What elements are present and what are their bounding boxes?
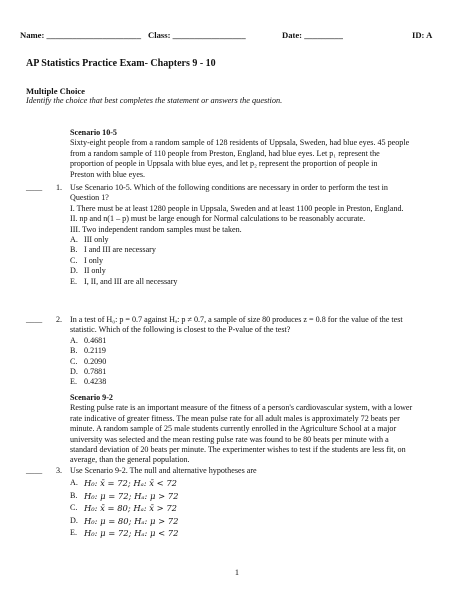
- scenario-9-2: [70, 393, 454, 466]
- question-1: [56, 183, 456, 287]
- answer-option[interactable]: B. I and III are necessary: [70, 245, 156, 255]
- answer-option[interactable]: E. 0.4238: [70, 377, 107, 387]
- scenario-line: from a random sample of 110 people from Preston, England, had blue eyes. Let p₁ represent the: [70, 148, 380, 158]
- answer-blank[interactable]: ____: [26, 183, 43, 192]
- answer-option[interactable]: A. III only: [70, 235, 109, 245]
- answer-option[interactable]: E. I, II, and III are all necessary: [70, 276, 178, 286]
- scenario-title: Scenario 10-5: [70, 128, 117, 137]
- date-field[interactable]: Date: _________: [282, 30, 343, 40]
- question-3: [56, 466, 456, 538]
- name-field[interactable]: Name: ______________________: [20, 30, 142, 40]
- section-heading: Multiple Choice: [26, 86, 85, 96]
- answer-option[interactable]: B. 0.2119: [70, 346, 106, 356]
- id-label: ID: A: [412, 30, 433, 40]
- class-field[interactable]: Class: _________________: [148, 30, 246, 40]
- answer-blank[interactable]: ____: [26, 466, 43, 475]
- answer-blank[interactable]: ____: [26, 315, 43, 324]
- scenario-line: standard deviation of 20 beats per minute. The experimenter wishes to test if the students are less fit, on: [70, 445, 406, 455]
- page-number: 1: [234, 568, 240, 577]
- scenario-10-5: [70, 128, 454, 180]
- answer-option[interactable]: E. H₀: μ = 72; Hₐ: μ < 72: [70, 528, 179, 539]
- answer-option[interactable]: A. 0.4681: [70, 335, 107, 345]
- answer-option[interactable]: C. I only: [70, 255, 104, 265]
- question-stem: Use Scenario 10-5. Which of the following conditions are necessary in order to perform the test in: [70, 183, 388, 192]
- scenario-title: Scenario 9-2: [70, 393, 113, 402]
- scenario-line: proportion of people in Uppsala with blue eyes, and let p₂ represent the proportion of people in: [70, 159, 378, 169]
- answer-option[interactable]: B. H₀: μ = 72; Hₐ: μ > 72: [70, 490, 179, 501]
- scenario-line: average, than the general population.: [70, 455, 190, 465]
- question-number: 3.: [56, 466, 63, 475]
- answer-option[interactable]: C. H₀: x̄ = 80; Hₐ: x̄ > 72: [70, 503, 178, 514]
- question-stem: Use Scenario 9-2. The null and alternative hypotheses are: [70, 466, 257, 475]
- scenario-line: Preston with blue eyes.: [70, 169, 146, 179]
- answer-option[interactable]: A. H₀: x̄ = 72; Hₐ: x̄ < 72: [70, 478, 178, 489]
- scenario-line: rate indicative of greater fitness. The mean pulse rate for all adult males is approximately 72 beats per: [70, 413, 400, 423]
- answer-option[interactable]: D. II only: [70, 266, 106, 276]
- question-number: 2.: [56, 315, 63, 324]
- section-instructions: Identify the choice that best completes the statement or answers the question.: [26, 96, 283, 105]
- scenario-line: Resting pulse rate is an important measure of the fitness of a person's cardiovascular system, with a lower: [70, 403, 413, 413]
- scenario-line: minute. A random sample of 25 male students currently enrolled in the Agriculture School at a major: [70, 424, 397, 434]
- exam-title: AP Statistics Practice Exam- Chapters 9 - 10: [26, 58, 216, 69]
- question-2: [56, 315, 456, 388]
- condition-item: II. np and n(1 – p) must be large enough for Normal calculations to be reasonably accurate.: [70, 214, 366, 224]
- question-number: 1.: [56, 183, 63, 192]
- question-stem: Question 1?: [70, 193, 109, 203]
- answer-option[interactable]: D. 0.7881: [70, 367, 107, 377]
- header: [20, 30, 460, 44]
- scenario-line: Sixty-eight people from a random sample of 128 residents of Uppsala, Sweden, had blue eyes. 45 people: [70, 138, 410, 148]
- answer-option[interactable]: C. 0.2090: [70, 356, 107, 366]
- condition-item: III. Two independent random samples must be taken.: [70, 224, 242, 234]
- question-stem: statistic. Which of the following is closest to the P-value of the test?: [70, 325, 291, 335]
- question-stem: In a test of H₀: p = 0.7 against Hₐ: p ≠ 0.7, a sample of size 80 produces z = 0.8 for the value of the test: [70, 315, 403, 324]
- scenario-line: university was selected and the mean resting pulse rate was found to be 80 beats per minute with a: [70, 434, 389, 444]
- answer-option[interactable]: D. H₀: μ = 80; Hₐ: μ > 72: [70, 515, 179, 526]
- condition-item: I. There must be at least 1280 people in Uppsala, Sweden and at least 1100 people in Preston, England.: [70, 203, 404, 213]
